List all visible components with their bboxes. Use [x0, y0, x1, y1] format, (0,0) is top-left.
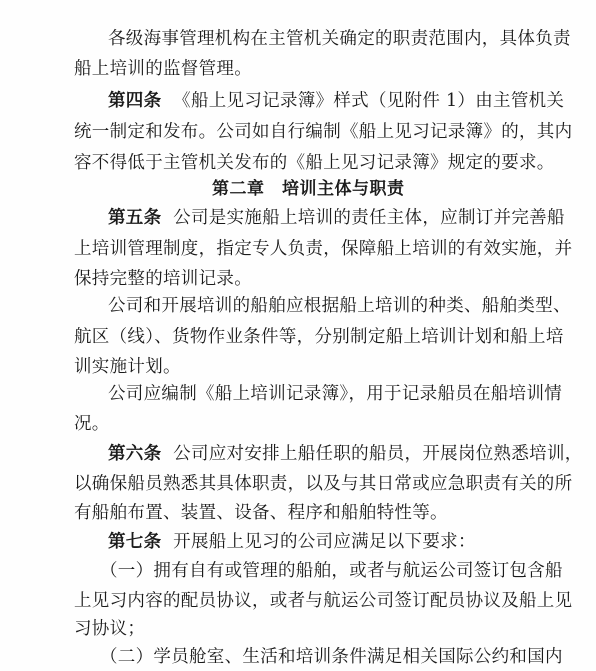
- article-7-text: 开展船上见习的公司应满足以下要求：: [173, 532, 476, 552]
- article-5-paragraph-3-line-2: 况。: [74, 414, 110, 434]
- article-5-line-2: 上培训管理制度，指定专人负责，保障船上培训的有效实施，并: [74, 239, 573, 259]
- article-7-item-1-line-3: 习协议；: [74, 619, 146, 639]
- article-7-item-1-line-1: （一）拥有自有或管理的船舶，或者与航运公司签订包含船: [100, 561, 563, 581]
- article-6-line-3: 有船舶布置、装置、设备、程序和船舶特性等。: [74, 503, 448, 523]
- article-4-label: 第四条: [108, 91, 162, 111]
- chapter-2-title: 第二章 培训主体与职责: [212, 179, 405, 199]
- article-5-line-3: 保持完整的培训记录。: [74, 269, 252, 289]
- article-4-line-1: [108, 90, 564, 112]
- article-7-item-1-line-2: 上见习内容的配员协议，或者与航运公司签订配员协议及船上见: [74, 591, 573, 611]
- intro-line-1: 各级海事管理机构在主管机关确定的职责范围内，具体负责: [108, 29, 571, 49]
- article-5-paragraph-3-line-1: 公司应编制《船上培训记录簿》，用于记录船员在船培训情: [108, 384, 563, 404]
- article-7-item-2-line-1: （二）学员舱室、生活和培训条件满足相关国际公约和国内: [100, 647, 563, 667]
- article-5-paragraph-2-line-3: 训实施计划。: [74, 357, 181, 377]
- article-5-label: 第五条: [108, 208, 162, 228]
- article-6-text: 公司应对安排上船任职的船员，开展岗位熟悉培训，: [173, 444, 583, 464]
- article-7-label: 第七条: [108, 532, 162, 552]
- article-5-paragraph-2-line-1: 公司和开展培训的船舶应根据船上培训的种类、船舶类型、: [108, 296, 571, 316]
- article-7-line-1: [108, 531, 476, 553]
- article-6-line-2: 以确保船员熟悉其具体职责，以及与其日常或应急职责有关的所: [74, 474, 573, 494]
- article-5-line-1: [108, 207, 565, 229]
- article-5-text: 公司是实施船上培训的责任主体，应制订并完善船: [173, 208, 565, 228]
- article-5-paragraph-2-line-2: 航区（线）、货物作业条件等，分别制定船上培训计划和船上培: [74, 327, 564, 347]
- article-4-line-2: 统一制定和发布。公司如自行编制《船上见习记录簿》的，其内: [74, 122, 573, 142]
- article-4-line-3: 容不得低于主管机关发布的《船上见习记录簿》规定的要求。: [74, 153, 555, 173]
- article-6-label: 第六条: [108, 444, 162, 464]
- intro-line-2: 船上培训的监督管理。: [74, 59, 252, 79]
- article-4-text: 《船上见习记录簿》样式（见附件 1）由主管机关: [173, 91, 565, 111]
- article-6-line-1: [108, 443, 583, 465]
